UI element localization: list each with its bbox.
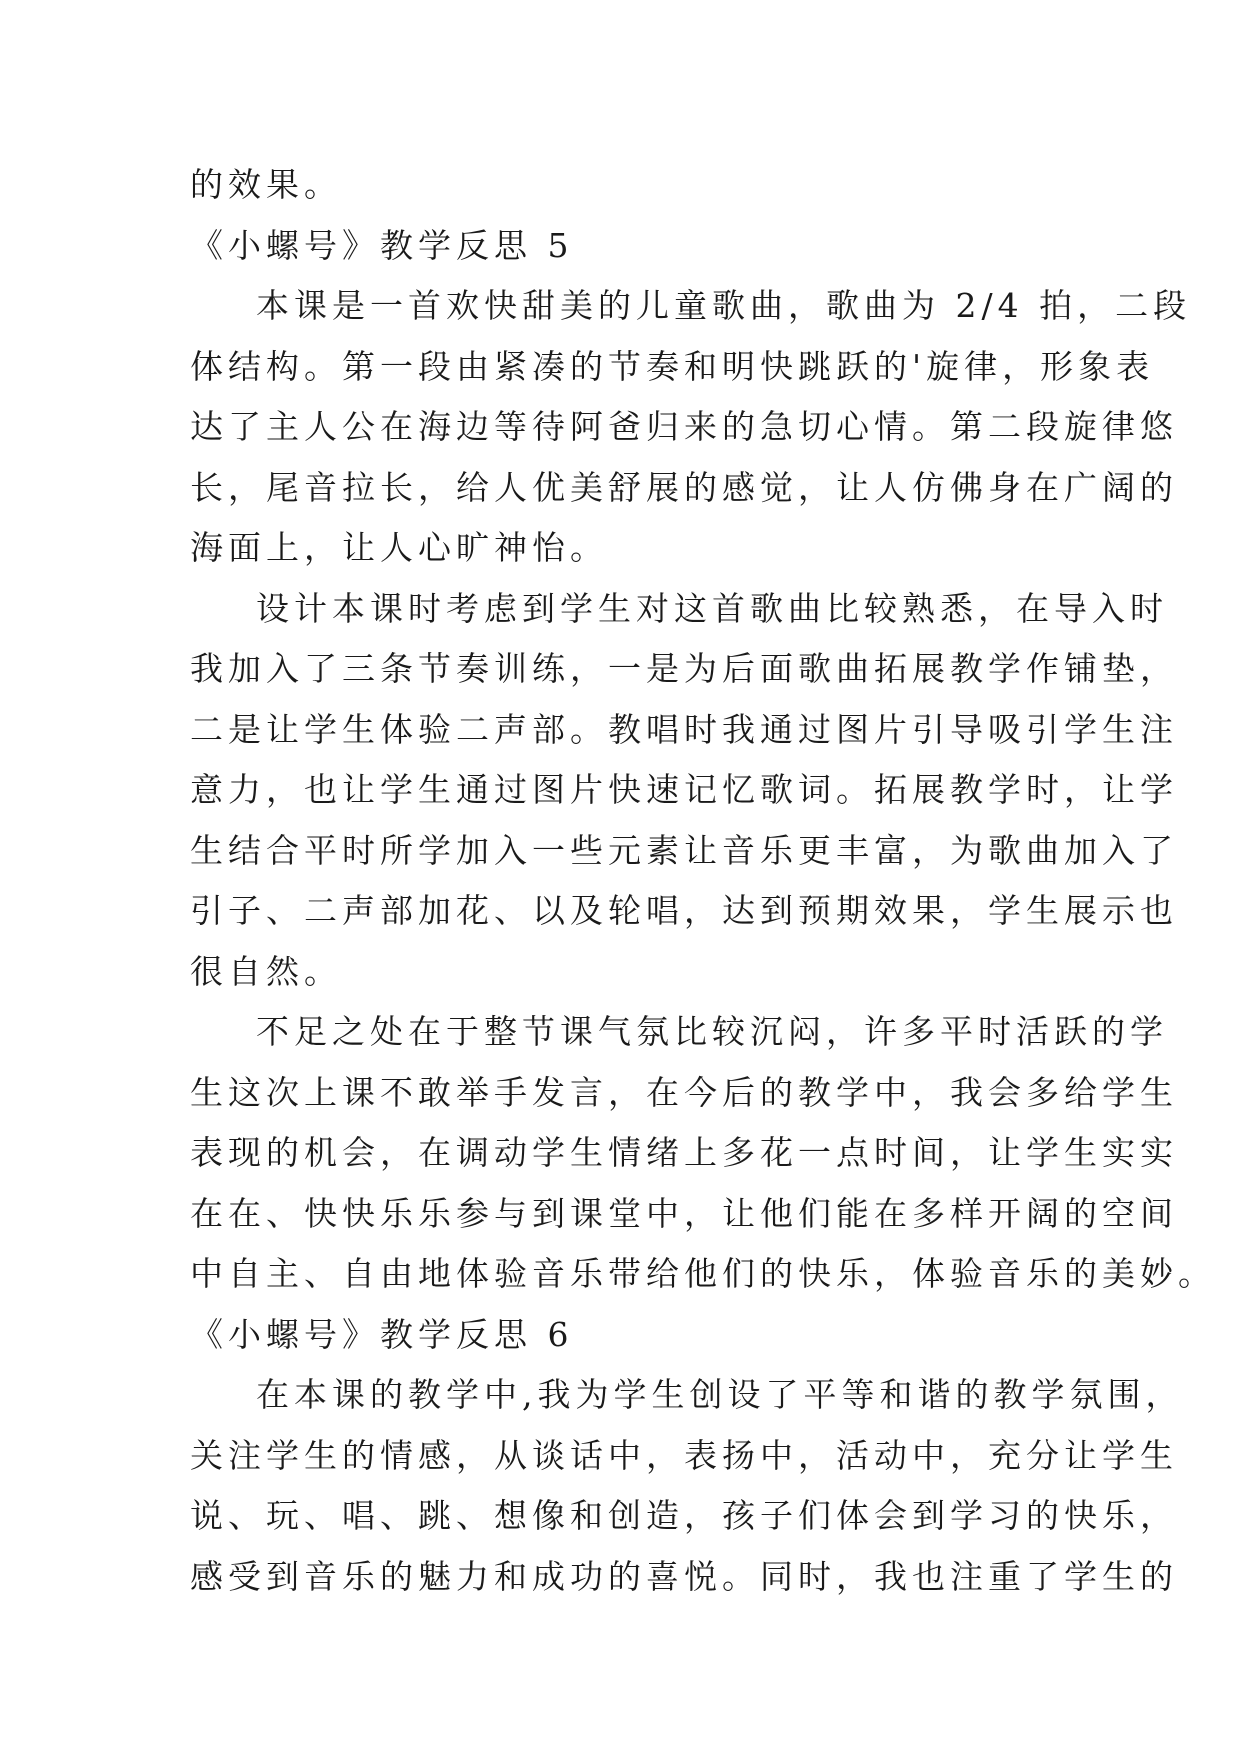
text-line: 说、玩、唱、跳、想像和创造，孩子们体会到学习的快乐， [190,1496,1178,1535]
text-line: 生结合平时所学加入一些元素让音乐更丰富，为歌曲加入了 [190,830,1178,870]
text-line: 海面上，让人心旷神怡。 [190,528,608,567]
text-line: 体结构。第一段由紧凑的节奏和明快跳跃的'旋律，形象表 [190,346,1155,386]
text-line: 的效果。 [190,165,342,204]
text-line: 设计本课时考虑到学生对这首歌曲比较熟悉，在导入时 [256,588,1168,628]
text-line: 生这次上课不敢举手发言，在今后的教学中，我会多给学生 [190,1072,1178,1112]
text-line: 在本课的教学中,我为学生创设了平等和谐的教学氛围， [256,1375,1184,1414]
section-heading-6: 《小螺号》教学反思 6 [190,1314,574,1354]
text-line: 引子、二声部加花、以及轮唱，达到预期效果，学生展示也 [190,891,1178,930]
section-heading-5: 《小螺号》教学反思 5 [190,225,574,265]
text-line: 达了主人公在海边等待阿爸归来的急切心情。第二段旋律悠 [190,407,1178,446]
document-body [190,155,1216,1607]
text-line: 意力，也让学生通过图片快速记忆歌词。拓展教学时，让学 [190,770,1178,809]
text-line: 表现的机会，在调动学生情绪上多花一点时间，让学生实实 [190,1133,1178,1172]
text-line: 关注学生的情感，从谈话中，表扬中，活动中，充分让学生 [190,1435,1178,1475]
text-line: 很自然。 [190,951,342,991]
text-line: 本课是一首欢快甜美的儿童歌曲，歌曲为 2/4 拍，二段 [256,286,1192,325]
text-line: 不足之处在于整节课气氛比较沉闷，许多平时活跃的学 [256,1012,1168,1051]
text-line: 在在、快快乐乐参与到课堂中，让他们能在多样开阔的空间 [190,1193,1178,1233]
text-line: 感受到音乐的魅力和成功的喜悦。同时，我也注重了学生的 [190,1556,1178,1596]
text-line: 中自主、自由地体验音乐带给他们的快乐，体验音乐的美妙。 [190,1254,1216,1293]
text-line: 我加入了三条节奏训练，一是为后面歌曲拓展教学作铺垫， [190,649,1178,688]
text-line: 长，尾音拉长，给人优美舒展的感觉，让人仿佛身在广阔的 [190,467,1178,507]
text-line: 二是让学生体验二声部。教唱时我通过图片引导吸引学生注 [190,709,1178,749]
